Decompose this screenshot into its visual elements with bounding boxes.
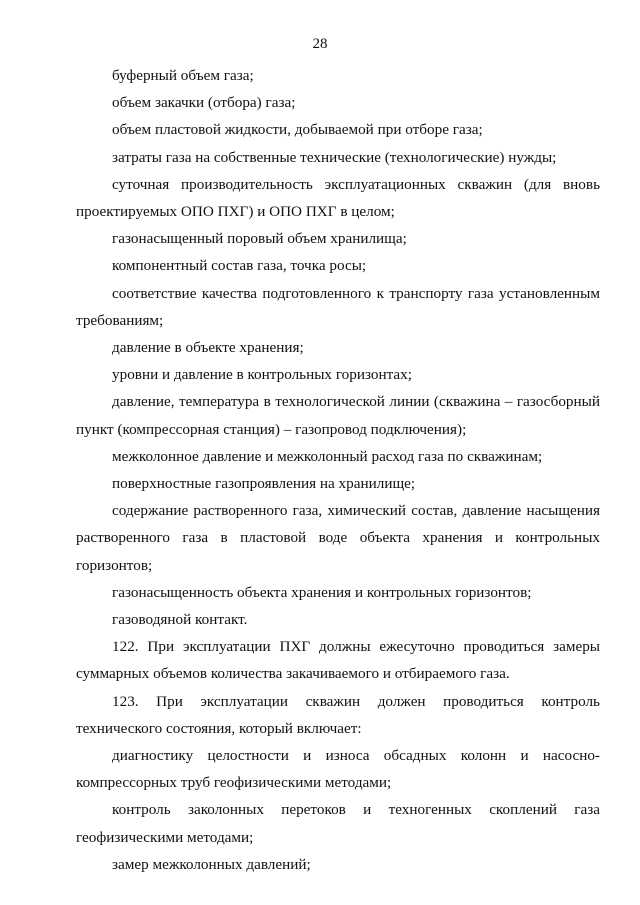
- paragraph: соответствие качества подготовленного к транспорту газа установленным требованиям;: [76, 284, 600, 329]
- paragraph: давление, температура в технологической линии (скважина – газосборный пункт (компрессорная станция) – газопровод подключения);: [76, 393, 600, 438]
- page-number: 28: [312, 36, 328, 52]
- paragraph: контроль заколонных перетоков и техногенных скоплений газа геофизическими методами;: [76, 801, 600, 846]
- numbered-paragraph-123: 123. При эксплуатации скважин должен проводиться контроль технического состояния, который включает:: [76, 692, 600, 737]
- paragraph: объем пластовой жидкости, добываемой при отборе газа;: [112, 121, 483, 139]
- paragraph: компонентный состав газа, точка росы;: [112, 257, 367, 275]
- paragraph: затраты газа на собственные технические (технологические) нужды;: [112, 148, 557, 166]
- paragraph: замер межколонных давлений;: [112, 855, 311, 873]
- paragraph: буферный объем газа;: [112, 67, 254, 84]
- paragraph: диагностику целостности и износа обсадных колонн и насосно-компрессорных труб геофизическими методами;: [76, 747, 600, 792]
- paragraph: поверхностные газопроявления на хранилище;: [112, 475, 416, 493]
- paragraph: газоводяной контакт.: [112, 611, 248, 629]
- paragraph: газонасыщенный поровый объем хранилища;: [112, 230, 407, 248]
- paragraph: объем закачки (отбора) газа;: [112, 94, 296, 112]
- paragraph: газонасыщенность объекта хранения и контрольных горизонтов;: [112, 583, 532, 601]
- paragraph: уровни и давление в контрольных горизонтах;: [112, 366, 412, 384]
- document-body: [76, 62, 600, 878]
- paragraph: содержание растворенного газа, химический состав, давление насыщения растворенного газа в пластовой воде объекта хранения и контрольных горизонтов;: [76, 502, 600, 574]
- paragraph: давление в объекте хранения;: [112, 339, 304, 357]
- paragraph: межколонное давление и межколонный расход газа по скважинам;: [112, 447, 543, 465]
- paragraph: суточная производительность эксплуатационных скважин (для вновь проектируемых ОПО ПХГ) и ОПО ПХГ в целом;: [76, 175, 600, 221]
- numbered-paragraph-122: 122. При эксплуатации ПХГ должны ежесуточно проводиться замеры суммарных объемов количества закачиваемого и отбираемого газа.: [76, 638, 600, 683]
